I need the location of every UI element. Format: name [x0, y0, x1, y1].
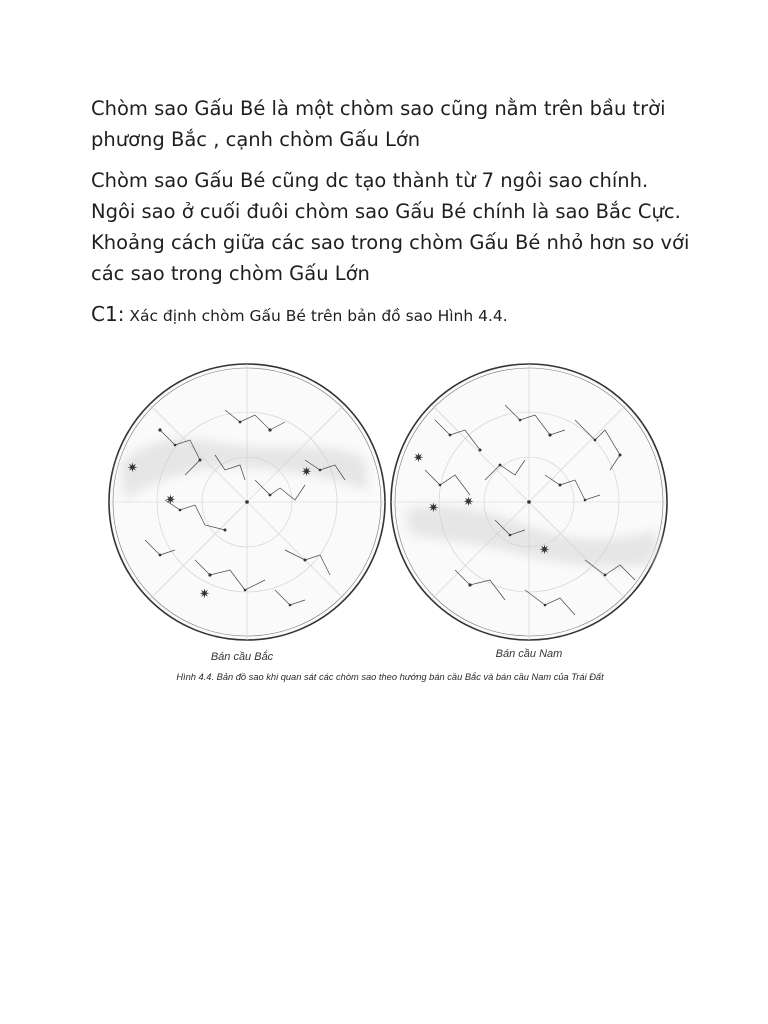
svg-text:✷: ✷	[127, 461, 138, 476]
question-number: C1:	[91, 302, 125, 326]
svg-text:✷: ✷	[413, 451, 424, 466]
south-hemisphere-label: Bán cầu Nam	[495, 648, 563, 660]
figure-caption: Hình 4.4. Bản đồ sao khi quan sát các chòm sao theo hướng bán cầu Bắc và bán cầu Nam của Trái Đất	[176, 672, 604, 682]
question-text: Xác định chòm Gấu Bé trên bản đồ sao Hình 4.4.	[124, 307, 508, 325]
svg-text:✷: ✷	[199, 587, 210, 602]
paragraph-description: Chòm sao Gấu Bé cũng dc tạo thành từ 7 ngôi sao chính. Ngôi sao ở cuối đuôi chòm sao Gấu Bé chính là sao Bắc Cực. Khoảng cách giữa các sao trong chòm Gấu Bé nhỏ hơn so với các sao trong chòm Gấu Lớn	[91, 169, 690, 285]
northern-hemisphere-map	[109, 364, 385, 640]
star-map-figure	[105, 360, 675, 690]
southern-hemisphere-map	[391, 364, 667, 640]
svg-text:✷: ✷	[165, 493, 176, 508]
north-hemisphere-label: Bán cầu Bắc	[210, 651, 274, 663]
svg-text:✷: ✷	[539, 543, 550, 558]
paragraph-intro: Chòm sao Gấu Bé là một chòm sao cũng nằm trên bầu trời phương Bắc , cạnh chòm Gấu Lớn	[91, 97, 666, 151]
svg-text:✷: ✷	[428, 501, 439, 516]
svg-text:✷: ✷	[463, 495, 474, 510]
svg-text:✷: ✷	[301, 465, 312, 480]
question-c1	[91, 300, 508, 330]
